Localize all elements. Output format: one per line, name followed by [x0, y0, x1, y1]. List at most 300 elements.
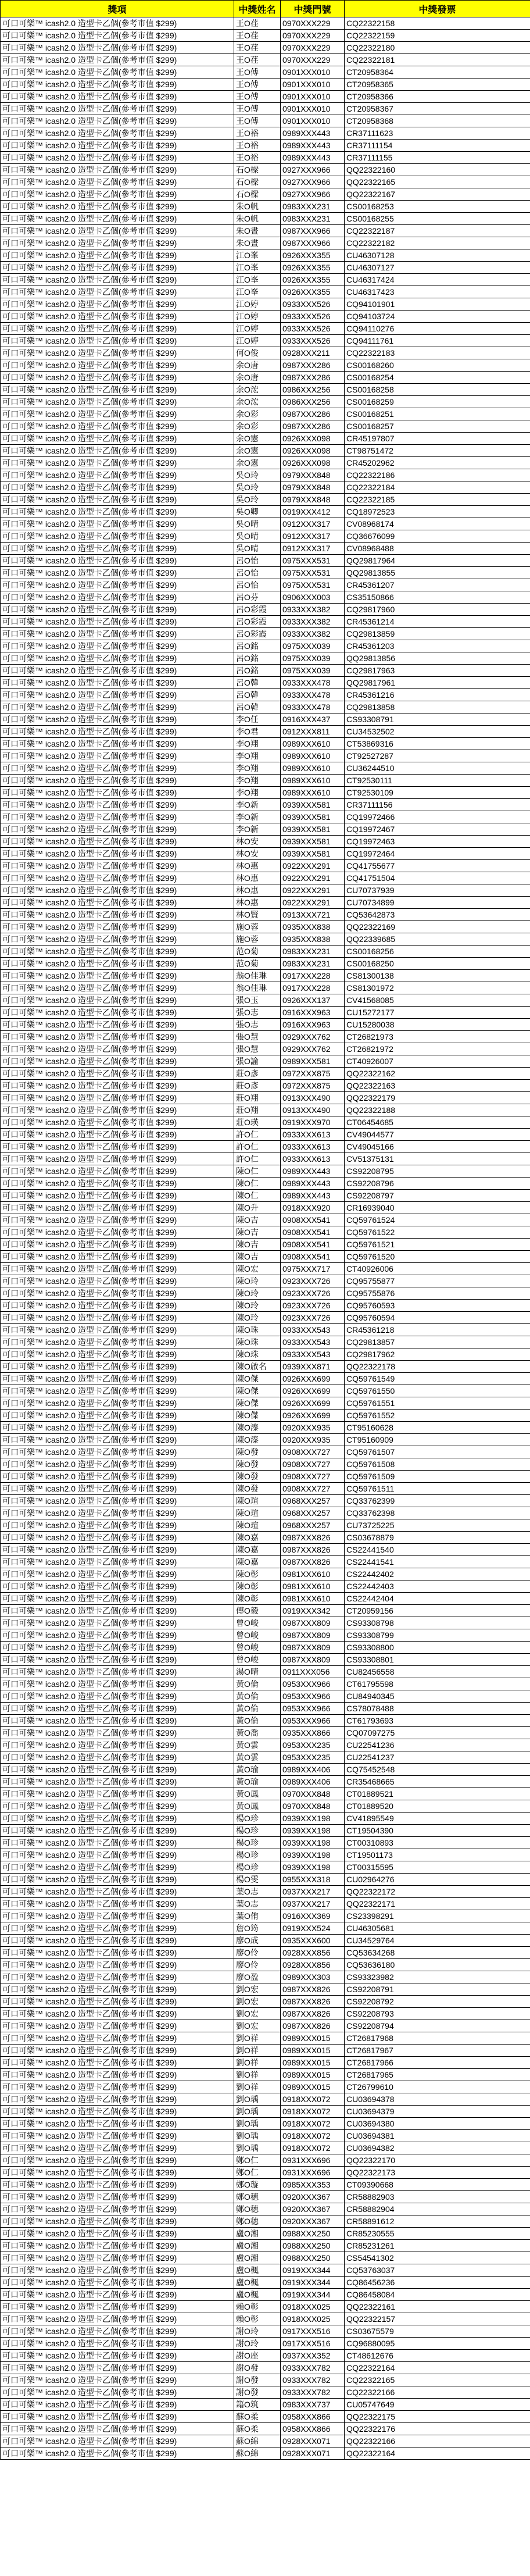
winner-name-cell: 王O傅 — [234, 91, 281, 103]
winner-name-cell: 謝O玲 — [234, 2338, 281, 2350]
prize-cell: 可口可樂™ icash2.0 造型卡乙個(參考市值 $299) — [1, 1055, 234, 1068]
prize-cell: 可口可樂™ icash2.0 造型卡乙個(參考市值 $299) — [1, 689, 234, 701]
winner-invoice-cell: CS03678879 — [345, 1532, 530, 1544]
prize-cell: 可口可樂™ icash2.0 造型卡乙個(參考市值 $299) — [1, 530, 234, 543]
winner-invoice-cell: CQ59761551 — [345, 1397, 530, 1410]
winner-phone-cell: 0987XXX826 — [281, 1983, 345, 1996]
winner-name-cell: 劉O宏 — [234, 1983, 281, 1996]
prize-cell: 可口可樂™ icash2.0 造型卡乙個(參考市值 $299) — [1, 164, 234, 176]
winner-name-cell: 蘇O綿 — [234, 2447, 281, 2460]
table-row — [1, 1165, 530, 1178]
winner-name-cell: 吳O卿 — [234, 506, 281, 518]
winner-invoice-cell: CQ19972464 — [345, 848, 530, 860]
winner-invoice-cell: CT20958366 — [345, 91, 530, 103]
table-row — [1, 1348, 530, 1361]
prize-cell: 可口可樂™ icash2.0 造型卡乙個(參考市值 $299) — [1, 1410, 234, 1422]
winner-phone-cell: 0933XXX613 — [281, 1153, 345, 1165]
winner-name-cell: 張O志 — [234, 1019, 281, 1031]
winner-invoice-cell: CQ59761511 — [345, 1483, 530, 1495]
winner-invoice-cell: CS93323982 — [345, 1971, 530, 1983]
winner-name-cell: 鄭O穗 — [234, 2203, 281, 2215]
table-row — [1, 579, 530, 591]
table-row — [1, 1825, 530, 1837]
winner-name-cell: 盧O湘 — [234, 2228, 281, 2240]
winner-phone-cell: 0935XXX600 — [281, 1935, 345, 1947]
prize-cell: 可口可樂™ icash2.0 造型卡乙個(參考市值 $299) — [1, 1007, 234, 1019]
prize-cell: 可口可樂™ icash2.0 造型卡乙個(參考市值 $299) — [1, 188, 234, 201]
winner-name-cell: 黃O鳳 — [234, 1800, 281, 1813]
winner-invoice-cell: CU02964276 — [345, 1874, 530, 1886]
prize-cell: 可口可樂™ icash2.0 造型卡乙個(參考市值 $299) — [1, 2081, 234, 2093]
winner-invoice-cell: CQ86456236 — [345, 2277, 530, 2289]
winner-phone-cell: 0983XXX737 — [281, 2399, 345, 2411]
prize-cell: 可口可樂™ icash2.0 造型卡乙個(參考市值 $299) — [1, 1068, 234, 1080]
winner-invoice-cell: CU46307128 — [345, 249, 530, 262]
winner-phone-cell: 0920XXX367 — [281, 2191, 345, 2203]
winner-name-cell: 王O荏 — [234, 42, 281, 54]
winner-invoice-cell: CQ22322158 — [345, 17, 530, 30]
winner-name-cell: 陳O珠 — [234, 1348, 281, 1361]
winner-phone-cell: 0927XXX966 — [281, 176, 345, 188]
winner-name-cell: 盧O楓 — [234, 2264, 281, 2277]
winner-invoice-cell: CR85231261 — [345, 2240, 530, 2252]
winner-name-cell: 廖O伶 — [234, 1959, 281, 1971]
winner-invoice-cell: CR45361216 — [345, 689, 530, 701]
winner-phone-cell: 0975XXX717 — [281, 1263, 345, 1275]
winner-phone-cell: 0939XXX198 — [281, 1849, 345, 1861]
winner-phone-cell: 0970XXX229 — [281, 42, 345, 54]
winner-phone-cell: 0970XXX848 — [281, 1788, 345, 1800]
table-row — [1, 1703, 530, 1715]
prize-cell: 可口可樂™ icash2.0 造型卡乙個(參考市值 $299) — [1, 1434, 234, 1446]
table-row — [1, 2167, 530, 2179]
table-row — [1, 1141, 530, 1153]
winner-name-cell: 王O傅 — [234, 79, 281, 91]
winner-phone-cell: 0987XXX826 — [281, 2008, 345, 2020]
prize-cell: 可口可樂™ icash2.0 造型卡乙個(參考市值 $299) — [1, 1690, 234, 1703]
winner-invoice-cell: CU36244510 — [345, 762, 530, 775]
winner-name-cell: 廖O成 — [234, 1935, 281, 1947]
winner-phone-cell: 0912XXX317 — [281, 518, 345, 530]
winner-name-cell: 余O唐 — [234, 372, 281, 384]
table-row — [1, 1471, 530, 1483]
winner-name-cell: 盧O湘 — [234, 2252, 281, 2264]
winner-invoice-cell: CU34529764 — [345, 1935, 530, 1947]
winner-name-cell: 陳O瑄 — [234, 1507, 281, 1519]
winner-name-cell: 吳O晴 — [234, 518, 281, 530]
table-row — [1, 2338, 530, 2350]
winner-phone-cell: 0937XXX217 — [281, 1886, 345, 1898]
winner-phone-cell: 0935XXX838 — [281, 933, 345, 946]
table-row — [1, 384, 530, 396]
prize-cell: 可口可樂™ icash2.0 造型卡乙個(參考市值 $299) — [1, 1178, 234, 1190]
winner-invoice-cell: CT53869316 — [345, 738, 530, 750]
winner-invoice-cell: CR85230555 — [345, 2228, 530, 2240]
prize-cell: 可口可樂™ icash2.0 造型卡乙個(參考市值 $299) — [1, 1556, 234, 1568]
winner-name-cell: 李O翔 — [234, 738, 281, 750]
winner-invoice-cell: CQ94110276 — [345, 323, 530, 335]
winner-name-cell: 翁O佳琳 — [234, 982, 281, 994]
winner-invoice-cell: QQ22322188 — [345, 1104, 530, 1116]
winner-phone-cell: 0920XXX935 — [281, 1422, 345, 1434]
winner-phone-cell: 0989XXX610 — [281, 775, 345, 787]
prize-cell: 可口可樂™ icash2.0 造型卡乙個(參考市值 $299) — [1, 2374, 234, 2386]
table-row — [1, 799, 530, 811]
table-row — [1, 2289, 530, 2301]
table-row — [1, 970, 530, 982]
winner-phone-cell: 0933XXX543 — [281, 1324, 345, 1336]
winner-phone-cell: 0929XXX762 — [281, 1043, 345, 1055]
winner-invoice-cell: CQ59761521 — [345, 1239, 530, 1251]
prize-cell: 可口可樂™ icash2.0 造型卡乙個(參考市值 $299) — [1, 946, 234, 958]
table-row — [1, 1226, 530, 1239]
winner-invoice-cell: CS92208793 — [345, 2008, 530, 2020]
winner-invoice-cell: QQ29813856 — [345, 652, 530, 665]
winner-name-cell: 鄭O穗 — [234, 2191, 281, 2203]
winner-name-cell: 賴O彰 — [234, 2301, 281, 2313]
winner-phone-cell: 0981XXX610 — [281, 1593, 345, 1605]
winner-invoice-cell: CT61795598 — [345, 1678, 530, 1690]
prize-cell: 可口可樂™ icash2.0 造型卡乙個(參考市值 $299) — [1, 445, 234, 457]
prize-cell: 可口可樂™ icash2.0 造型卡乙個(參考市值 $299) — [1, 66, 234, 79]
table-row — [1, 1532, 530, 1544]
winner-phone-cell: 0926XXX355 — [281, 274, 345, 286]
winner-name-cell: 石O樑 — [234, 176, 281, 188]
winner-name-cell: 林O安 — [234, 848, 281, 860]
winner-invoice-cell: CS23398291 — [345, 1910, 530, 1922]
winner-invoice-cell: CU84940345 — [345, 1690, 530, 1703]
winner-invoice-cell: CQ96880095 — [345, 2338, 530, 2350]
winner-invoice-cell: CS93308799 — [345, 1629, 530, 1642]
winner-phone-cell: 0970XXX229 — [281, 30, 345, 42]
winner-name-cell: 張O慧 — [234, 1043, 281, 1055]
winner-name-cell: 林O惠 — [234, 860, 281, 872]
prize-cell: 可口可樂™ icash2.0 造型卡乙個(參考市值 $299) — [1, 1116, 234, 1129]
winner-name-cell: 賴O彰 — [234, 2313, 281, 2325]
table-row — [1, 1935, 530, 1947]
winner-invoice-cell: CQ59761549 — [345, 1373, 530, 1385]
winner-phone-cell: 0922XXX291 — [281, 860, 345, 872]
prize-cell: 可口可樂™ icash2.0 造型卡乙個(參考市值 $299) — [1, 591, 234, 604]
prize-cell: 可口可樂™ icash2.0 造型卡乙個(參考市值 $299) — [1, 884, 234, 897]
winner-phone-cell: 0919XXX524 — [281, 1922, 345, 1935]
winner-invoice-cell: CT19504390 — [345, 1825, 530, 1837]
table-row — [1, 1031, 530, 1043]
table-row — [1, 1300, 530, 1312]
prize-cell: 可口可樂™ icash2.0 造型卡乙個(參考市值 $299) — [1, 2228, 234, 2240]
winner-name-cell: 盧O楓 — [234, 2289, 281, 2301]
winner-phone-cell: 0919XXX342 — [281, 1605, 345, 1617]
winner-phone-cell: 0918XXX072 — [281, 2142, 345, 2154]
table-row — [1, 787, 530, 799]
table-row — [1, 1202, 530, 1214]
winner-invoice-cell: CR58882904 — [345, 2203, 530, 2215]
winner-phone-cell: 0919XXX344 — [281, 2277, 345, 2289]
prize-cell: 可口可樂™ icash2.0 造型卡乙個(參考市值 $299) — [1, 1837, 234, 1849]
table-row — [1, 1837, 530, 1849]
winner-name-cell: 陳O啟名 — [234, 1361, 281, 1373]
winner-invoice-cell: CQ95755877 — [345, 1275, 530, 1287]
table-row — [1, 872, 530, 884]
prize-cell: 可口可樂™ icash2.0 造型卡乙個(參考市值 $299) — [1, 1727, 234, 1739]
winner-name-cell: 黃O倫 — [234, 1690, 281, 1703]
table-row — [1, 91, 530, 103]
winner-name-cell: 范O菊 — [234, 958, 281, 970]
winner-phone-cell: 0916XXX963 — [281, 1007, 345, 1019]
winner-name-cell: 詹O筠 — [234, 1922, 281, 1935]
table-row — [1, 1190, 530, 1202]
winner-name-cell: 江O峯 — [234, 262, 281, 274]
winner-invoice-cell: CT01889521 — [345, 1788, 530, 1800]
table-row — [1, 1751, 530, 1764]
winner-phone-cell: 0939XXX581 — [281, 799, 345, 811]
winner-phone-cell: 0920XXX367 — [281, 2203, 345, 2215]
prize-cell: 可口可樂™ icash2.0 造型卡乙個(參考市值 $299) — [1, 1397, 234, 1410]
winner-name-cell: 劉O祥 — [234, 2081, 281, 2093]
winner-invoice-cell: CS92208792 — [345, 1996, 530, 2008]
winner-phone-cell: 0927XXX966 — [281, 188, 345, 201]
table-row — [1, 42, 530, 54]
winner-name-cell: 陳O嘉 — [234, 1544, 281, 1556]
winner-name-cell: 蘇O柔 — [234, 2411, 281, 2423]
winner-invoice-cell: CQ94103724 — [345, 311, 530, 323]
winner-phone-cell: 0931XXX696 — [281, 2154, 345, 2167]
winner-invoice-cell: CQ53636180 — [345, 1959, 530, 1971]
winner-name-cell: 王O傅 — [234, 103, 281, 115]
table-row — [1, 2069, 530, 2081]
winner-invoice-cell: CV49044577 — [345, 1129, 530, 1141]
table-row — [1, 359, 530, 372]
winner-invoice-cell: CR37111623 — [345, 127, 530, 140]
winner-phone-cell: 0975XXX531 — [281, 567, 345, 579]
table-row — [1, 848, 530, 860]
winner-phone-cell: 0970XXX848 — [281, 1800, 345, 1813]
winner-name-cell: 劉O祥 — [234, 2032, 281, 2045]
prize-cell: 可口可樂™ icash2.0 造型卡乙個(參考市值 $299) — [1, 2008, 234, 2020]
prize-cell: 可口可樂™ icash2.0 造型卡乙個(參考市值 $299) — [1, 1776, 234, 1788]
table-row — [1, 530, 530, 543]
winner-phone-cell: 0989XXX443 — [281, 1165, 345, 1178]
winner-name-cell: 陳O溱 — [234, 1434, 281, 1446]
prize-cell: 可口可樂™ icash2.0 造型卡乙個(參考市值 $299) — [1, 1642, 234, 1654]
winner-phone-cell: 0988XXX250 — [281, 2240, 345, 2252]
winner-invoice-cell: CS00168255 — [345, 213, 530, 225]
prize-cell: 可口可樂™ icash2.0 造型卡乙個(參考市值 $299) — [1, 872, 234, 884]
table-row — [1, 2264, 530, 2277]
winner-phone-cell: 0908XXX727 — [281, 1471, 345, 1483]
prize-cell: 可口可樂™ icash2.0 造型卡乙個(參考市值 $299) — [1, 1263, 234, 1275]
winners-table-body — [1, 17, 530, 2460]
winner-name-cell: 鄭O璇 — [234, 2179, 281, 2191]
prize-cell: 可口可樂™ icash2.0 造型卡乙個(參考市值 $299) — [1, 237, 234, 249]
table-row — [1, 2423, 530, 2435]
table-row — [1, 1886, 530, 1898]
prize-cell: 可口可樂™ icash2.0 造型卡乙個(參考市值 $299) — [1, 2423, 234, 2435]
winner-phone-cell: 0933XXX526 — [281, 311, 345, 323]
winner-invoice-cell: QQ22322169 — [345, 921, 530, 933]
prize-cell: 可口可樂™ icash2.0 造型卡乙個(參考市值 $299) — [1, 2386, 234, 2399]
table-row — [1, 164, 530, 176]
winner-phone-cell: 0922XXX291 — [281, 872, 345, 884]
winner-phone-cell: 0968XXX257 — [281, 1495, 345, 1507]
prize-cell: 可口可樂™ icash2.0 造型卡乙個(參考市值 $299) — [1, 933, 234, 946]
winner-name-cell: 謝O發 — [234, 2362, 281, 2374]
prize-cell: 可口可樂™ icash2.0 造型卡乙個(參考市值 $299) — [1, 274, 234, 286]
prize-cell: 可口可樂™ icash2.0 造型卡乙個(參考市值 $299) — [1, 701, 234, 713]
winner-invoice-cell: QQ22322172 — [345, 1886, 530, 1898]
prize-cell: 可口可樂™ icash2.0 造型卡乙個(參考市值 $299) — [1, 1886, 234, 1898]
prize-cell: 可口可樂™ icash2.0 造型卡乙個(參考市值 $299) — [1, 2045, 234, 2057]
winner-name-cell: 朱O晝 — [234, 225, 281, 237]
winner-phone-cell: 0933XXX478 — [281, 701, 345, 713]
table-row — [1, 323, 530, 335]
winner-invoice-cell: CT20958367 — [345, 103, 530, 115]
prize-cell: 可口可樂™ icash2.0 造型卡乙個(參考市值 $299) — [1, 1996, 234, 2008]
table-row — [1, 982, 530, 994]
winner-invoice-cell: QQ22322165 — [345, 176, 530, 188]
table-row — [1, 1739, 530, 1751]
winner-phone-cell: 0953XXX966 — [281, 1715, 345, 1727]
winner-invoice-cell: CU70737939 — [345, 884, 530, 897]
winner-name-cell: 劉O瑀 — [234, 2142, 281, 2154]
winner-name-cell: 張O志 — [234, 1007, 281, 1019]
winner-name-cell: 陳O仁 — [234, 1178, 281, 1190]
prize-cell: 可口可樂™ icash2.0 造型卡乙個(參考市值 $299) — [1, 140, 234, 152]
winner-invoice-cell: CS54541302 — [345, 2252, 530, 2264]
prize-cell: 可口可樂™ icash2.0 造型卡乙個(參考市值 $299) — [1, 1495, 234, 1507]
table-row — [1, 2215, 530, 2228]
prize-cell: 可口可樂™ icash2.0 造型卡乙個(參考市值 $299) — [1, 1971, 234, 1983]
prize-cell: 可口可樂™ icash2.0 造型卡乙個(參考市值 $299) — [1, 1910, 234, 1922]
winner-invoice-cell: CQ95760594 — [345, 1312, 530, 1324]
winner-name-cell: 呂O彩霞 — [234, 604, 281, 616]
winner-name-cell: 朱O帆 — [234, 213, 281, 225]
table-row — [1, 1336, 530, 1348]
table-row — [1, 1776, 530, 1788]
table-row — [1, 2106, 530, 2118]
winner-invoice-cell: CQ33762399 — [345, 1495, 530, 1507]
winner-name-cell: 余O浤 — [234, 396, 281, 408]
table-row — [1, 66, 530, 79]
table-row — [1, 689, 530, 701]
winner-invoice-cell: CS93308791 — [345, 713, 530, 726]
winner-phone-cell: 0901XXX010 — [281, 79, 345, 91]
prize-cell: 可口可樂™ icash2.0 造型卡乙個(參考市值 $299) — [1, 848, 234, 860]
table-row — [1, 481, 530, 494]
winner-phone-cell: 0975XXX039 — [281, 652, 345, 665]
winner-invoice-cell: CS81301972 — [345, 982, 530, 994]
prize-cell: 可口可樂™ icash2.0 造型卡乙個(參考市值 $299) — [1, 225, 234, 237]
winner-name-cell: 蘇O柔 — [234, 2423, 281, 2435]
table-row — [1, 1458, 530, 1471]
winner-phone-cell: 0913XXX490 — [281, 1092, 345, 1104]
prize-cell: 可口可樂™ icash2.0 造型卡乙個(參考市值 $299) — [1, 1629, 234, 1642]
prize-cell: 可口可樂™ icash2.0 造型卡乙個(參考市值 $299) — [1, 579, 234, 591]
table-row — [1, 2447, 530, 2460]
prize-cell: 可口可樂™ icash2.0 造型卡乙個(參考市值 $299) — [1, 1874, 234, 1886]
winner-invoice-cell: QQ22322160 — [345, 164, 530, 176]
winner-phone-cell: 0933XXX782 — [281, 2386, 345, 2399]
table-row — [1, 1629, 530, 1642]
prize-cell: 可口可樂™ icash2.0 造型卡乙個(參考市值 $299) — [1, 1422, 234, 1434]
winner-invoice-cell: CT09390668 — [345, 2179, 530, 2191]
prize-cell: 可口可樂™ icash2.0 造型卡乙個(參考市值 $299) — [1, 2154, 234, 2167]
winner-name-cell: 謝O發 — [234, 2374, 281, 2386]
winner-name-cell: 陳O吉 — [234, 1239, 281, 1251]
winner-name-cell: 陳O吉 — [234, 1214, 281, 1226]
winner-phone-cell: 0928XXX211 — [281, 347, 345, 359]
winner-invoice-cell: CQ22322165 — [345, 2374, 530, 2386]
winner-phone-cell: 0981XXX610 — [281, 1568, 345, 1580]
winner-name-cell: 江O婷 — [234, 323, 281, 335]
winner-phone-cell: 0989XXX015 — [281, 2032, 345, 2045]
prize-cell: 可口可樂™ icash2.0 造型卡乙個(參考市值 $299) — [1, 2362, 234, 2374]
winner-name-cell: 葉O侑 — [234, 1910, 281, 1922]
winner-phone-cell: 0987XXX966 — [281, 237, 345, 249]
prize-cell: 可口可樂™ icash2.0 造型卡乙個(參考市值 $299) — [1, 1361, 234, 1373]
winner-name-cell: 謝O發 — [234, 2386, 281, 2399]
winner-name-cell: 劉O瑀 — [234, 2118, 281, 2130]
winner-phone-cell: 0933XXX526 — [281, 298, 345, 311]
prize-cell: 可口可樂™ icash2.0 造型卡乙個(參考市值 $299) — [1, 1788, 234, 1800]
winner-name-cell: 楊O珍 — [234, 1861, 281, 1874]
winner-phone-cell: 0926XXX355 — [281, 249, 345, 262]
winner-invoice-cell: CR16939040 — [345, 1202, 530, 1214]
winner-phone-cell: 0928XXX071 — [281, 2435, 345, 2447]
winner-phone-cell: 0989XXX610 — [281, 787, 345, 799]
winner-invoice-cell: CS92208796 — [345, 1178, 530, 1190]
winner-name-cell: 王O荏 — [234, 54, 281, 66]
winner-name-cell: 曾O峻 — [234, 1654, 281, 1666]
table-row — [1, 140, 530, 152]
winner-invoice-cell: QQ22322178 — [345, 1361, 530, 1373]
prize-cell: 可口可樂™ icash2.0 造型卡乙個(參考市值 $299) — [1, 811, 234, 823]
winner-phone-cell: 0972XXX875 — [281, 1080, 345, 1092]
winner-phone-cell: 0986XXX256 — [281, 384, 345, 396]
header-row — [1, 1, 530, 17]
table-row — [1, 1715, 530, 1727]
prize-cell: 可口可樂™ icash2.0 造型卡乙個(參考市值 $299) — [1, 652, 234, 665]
winner-invoice-cell: CT26817967 — [345, 2045, 530, 2057]
winner-invoice-cell: CT61793693 — [345, 1715, 530, 1727]
winners-table-header — [1, 1, 530, 17]
winner-invoice-cell: CT26817966 — [345, 2057, 530, 2069]
table-row — [1, 1251, 530, 1263]
winner-invoice-cell: QQ22339685 — [345, 933, 530, 946]
prize-cell: 可口可樂™ icash2.0 造型卡乙個(參考市值 $299) — [1, 2264, 234, 2277]
winner-invoice-cell: CU03694378 — [345, 2093, 530, 2106]
prize-cell: 可口可樂™ icash2.0 造型卡乙個(參考市值 $299) — [1, 1825, 234, 1837]
table-row — [1, 713, 530, 726]
winner-phone-cell: 0987XXX826 — [281, 1996, 345, 2008]
header-prize: 獎項 — [1, 1, 234, 17]
winner-phone-cell: 0988XXX250 — [281, 2252, 345, 2264]
winner-name-cell: 陳O仁 — [234, 1190, 281, 1202]
prize-cell: 可口可樂™ icash2.0 造型卡乙個(參考市值 $299) — [1, 1324, 234, 1336]
prize-cell: 可口可樂™ icash2.0 造型卡乙個(參考市值 $299) — [1, 1800, 234, 1813]
table-row — [1, 2191, 530, 2203]
winner-invoice-cell: CS93308798 — [345, 1617, 530, 1629]
table-row — [1, 616, 530, 628]
winner-invoice-cell: CQ29817960 — [345, 604, 530, 616]
winner-phone-cell: 0918XXX072 — [281, 2093, 345, 2106]
winner-name-cell: 廖O伶 — [234, 1947, 281, 1959]
winner-phone-cell: 0953XXX966 — [281, 1678, 345, 1690]
winner-invoice-cell: QQ29817961 — [345, 677, 530, 689]
winner-phone-cell: 0987XXX826 — [281, 1556, 345, 1568]
winner-phone-cell: 0953XXX235 — [281, 1751, 345, 1764]
winner-name-cell: 劉O瑀 — [234, 2106, 281, 2118]
